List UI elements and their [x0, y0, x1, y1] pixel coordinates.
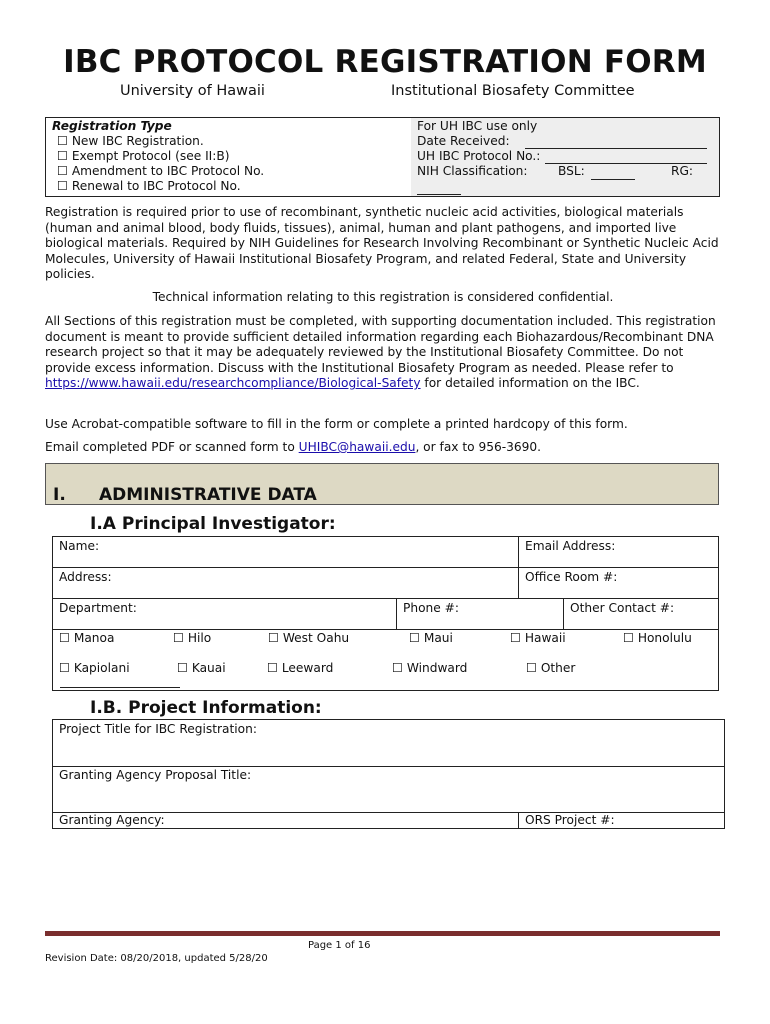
- acrobat-note: Use Acrobat-compatible software to fill in the form or complete a printed hardcopy of this form.: [45, 417, 628, 431]
- reg-option-label: Renewal to IBC Protocol No.: [71, 179, 241, 193]
- proposal-title-field[interactable]: Granting Agency Proposal Title:: [59, 768, 252, 782]
- intro-paragraph: Registration is required prior to use of recombinant, synthetic nucleic acid activities, biological materials (human and animal blood, body fluids, tissues), animal, human and plant pathogens, and imported live biological materials. Required by NIH Guidelines for Research Involving Recombinant or Synthetic Nucleic Acid Molecules, University of Hawaii Institutional Biosafety Program, and related Federal, State and University policies.: [45, 205, 719, 282]
- instructions-tail: for detailed information on the IBC.: [420, 376, 640, 391]
- email-note-text: Email completed PDF or scanned form to: [45, 440, 299, 454]
- reg-option-label: Amendment to IBC Protocol No.: [71, 164, 265, 178]
- campus-label: Maui: [423, 631, 453, 645]
- instructions-text: All Sections of this registration must be completed, with supporting documentation included. This registration document is meant to provide sufficient detailed information regarding each Biohazardous/Recombinant DNA research project so that it may be adequately reviewed by the Institutional Biosafety Committee. Do not provide excess information. Discuss with the Institutional Biosafety Program as needed. Please refer to: [45, 314, 716, 375]
- footer-rule: [45, 931, 720, 936]
- pi-name-field[interactable]: Name:: [59, 539, 100, 553]
- reg-option-renewal[interactable]: [57, 179, 241, 194]
- reg-option-label: New IBC Registration.: [71, 134, 204, 148]
- registration-type-heading: Registration Type: [52, 119, 172, 133]
- campus-hawaii[interactable]: [510, 631, 566, 646]
- project-title-field[interactable]: Project Title for IBC Registration:: [59, 722, 257, 736]
- rg-label: RG:: [671, 164, 694, 178]
- campus-other[interactable]: [526, 661, 575, 676]
- checkbox-icon[interactable]: ☐: [392, 661, 403, 675]
- section-banner: [45, 463, 719, 505]
- office-use-heading: For UH IBC use only: [417, 119, 538, 133]
- pi-phone-field[interactable]: Phone #:: [403, 601, 459, 615]
- pi-heading: I.A Principal Investigator:: [90, 514, 336, 534]
- checkbox-icon[interactable]: ☐: [59, 661, 70, 675]
- checkbox-icon[interactable]: ☐: [267, 661, 278, 675]
- campus-kapiolani[interactable]: [59, 661, 130, 676]
- bsl-label: BSL:: [558, 164, 585, 178]
- campus-label: Kapiolani: [73, 661, 130, 675]
- date-received-field[interactable]: [525, 136, 707, 149]
- pi-table: [52, 536, 719, 691]
- email-note-tail: , or fax to 956-3690.: [415, 440, 542, 454]
- section-title: ADMINISTRATIVE DATA: [99, 485, 317, 505]
- campus-label: West Oahu: [282, 631, 350, 645]
- granting-agency-field[interactable]: Granting Agency:: [59, 813, 165, 827]
- campus-windward[interactable]: [392, 661, 467, 676]
- checkbox-icon[interactable]: ☐: [526, 661, 537, 675]
- confidential-note: Technical information relating to this registration is considered confidential.: [152, 290, 614, 304]
- campus-leeward[interactable]: [267, 661, 333, 676]
- campus-label: Other: [540, 661, 576, 675]
- pi-email-field[interactable]: Email Address:: [525, 539, 616, 553]
- reg-option-label: Exempt Protocol (see II:B): [71, 149, 230, 163]
- email-note: [45, 440, 725, 456]
- campus-label: Kauai: [191, 661, 226, 675]
- checkbox-icon[interactable]: ☐: [57, 179, 68, 193]
- nih-class-label: NIH Classification:: [417, 164, 528, 178]
- checkbox-icon[interactable]: ☐: [268, 631, 279, 645]
- revision-date: Revision Date: 08/20/2018, updated 5/28/20: [45, 953, 268, 964]
- rg-field[interactable]: [417, 182, 461, 195]
- instructions-paragraph: [45, 314, 725, 392]
- email-link[interactable]: UHIBC@hawaii.edu: [298, 440, 416, 454]
- protocol-no-label: UH IBC Protocol No.:: [417, 149, 541, 163]
- campus-hilo[interactable]: [173, 631, 211, 646]
- page-number: Page 1 of 16: [308, 940, 371, 951]
- campus-other-field[interactable]: [60, 687, 180, 688]
- checkbox-icon[interactable]: ☐: [510, 631, 521, 645]
- campus-west-oahu[interactable]: [268, 631, 349, 646]
- checkbox-icon[interactable]: ☐: [623, 631, 634, 645]
- checkbox-icon[interactable]: ☐: [57, 164, 68, 178]
- date-received-label: Date Received:: [417, 134, 510, 148]
- protocol-no-field[interactable]: [545, 151, 707, 164]
- form-title: IBC PROTOCOL REGISTRATION FORM: [63, 44, 707, 80]
- pi-office-field[interactable]: Office Room #:: [525, 570, 618, 584]
- checkbox-icon[interactable]: ☐: [59, 631, 70, 645]
- campus-label: Hawaii: [524, 631, 566, 645]
- project-heading: I.B. Project Information:: [90, 698, 322, 718]
- campus-label: Honolulu: [637, 631, 692, 645]
- checkbox-icon[interactable]: ☐: [409, 631, 420, 645]
- checkbox-icon[interactable]: ☐: [173, 631, 184, 645]
- project-table: [52, 719, 725, 829]
- university-name: University of Hawaii: [120, 83, 265, 99]
- reg-option-new[interactable]: [57, 134, 204, 149]
- campus-kauai[interactable]: [177, 661, 226, 676]
- campus-manoa[interactable]: [59, 631, 114, 646]
- office-use-panel: [411, 118, 719, 196]
- campus-label: Manoa: [73, 631, 115, 645]
- campus-maui[interactable]: [409, 631, 453, 646]
- campus-label: Hilo: [187, 631, 212, 645]
- registration-box: [45, 117, 720, 197]
- pi-department-field[interactable]: Department:: [59, 601, 137, 615]
- reg-option-exempt[interactable]: [57, 149, 229, 164]
- checkbox-icon[interactable]: ☐: [177, 661, 188, 675]
- campus-label: Leeward: [281, 661, 334, 675]
- ors-project-field[interactable]: ORS Project #:: [525, 813, 615, 827]
- campus-label: Windward: [406, 661, 468, 675]
- pi-address-field[interactable]: Address:: [59, 570, 112, 584]
- campus-honolulu[interactable]: [623, 631, 692, 646]
- section-number: I.: [53, 485, 66, 505]
- biosafety-link[interactable]: https://www.hawaii.edu/researchcompliance/Biological-Safety: [45, 376, 421, 391]
- pi-other-contact-field[interactable]: Other Contact #:: [570, 601, 675, 615]
- reg-option-amendment[interactable]: [57, 164, 264, 179]
- checkbox-icon[interactable]: ☐: [57, 149, 68, 163]
- checkbox-icon[interactable]: ☐: [57, 134, 68, 148]
- bsl-field[interactable]: [591, 167, 635, 180]
- registration-type-panel: [46, 118, 412, 196]
- committee-name: Institutional Biosafety Committee: [391, 83, 635, 99]
